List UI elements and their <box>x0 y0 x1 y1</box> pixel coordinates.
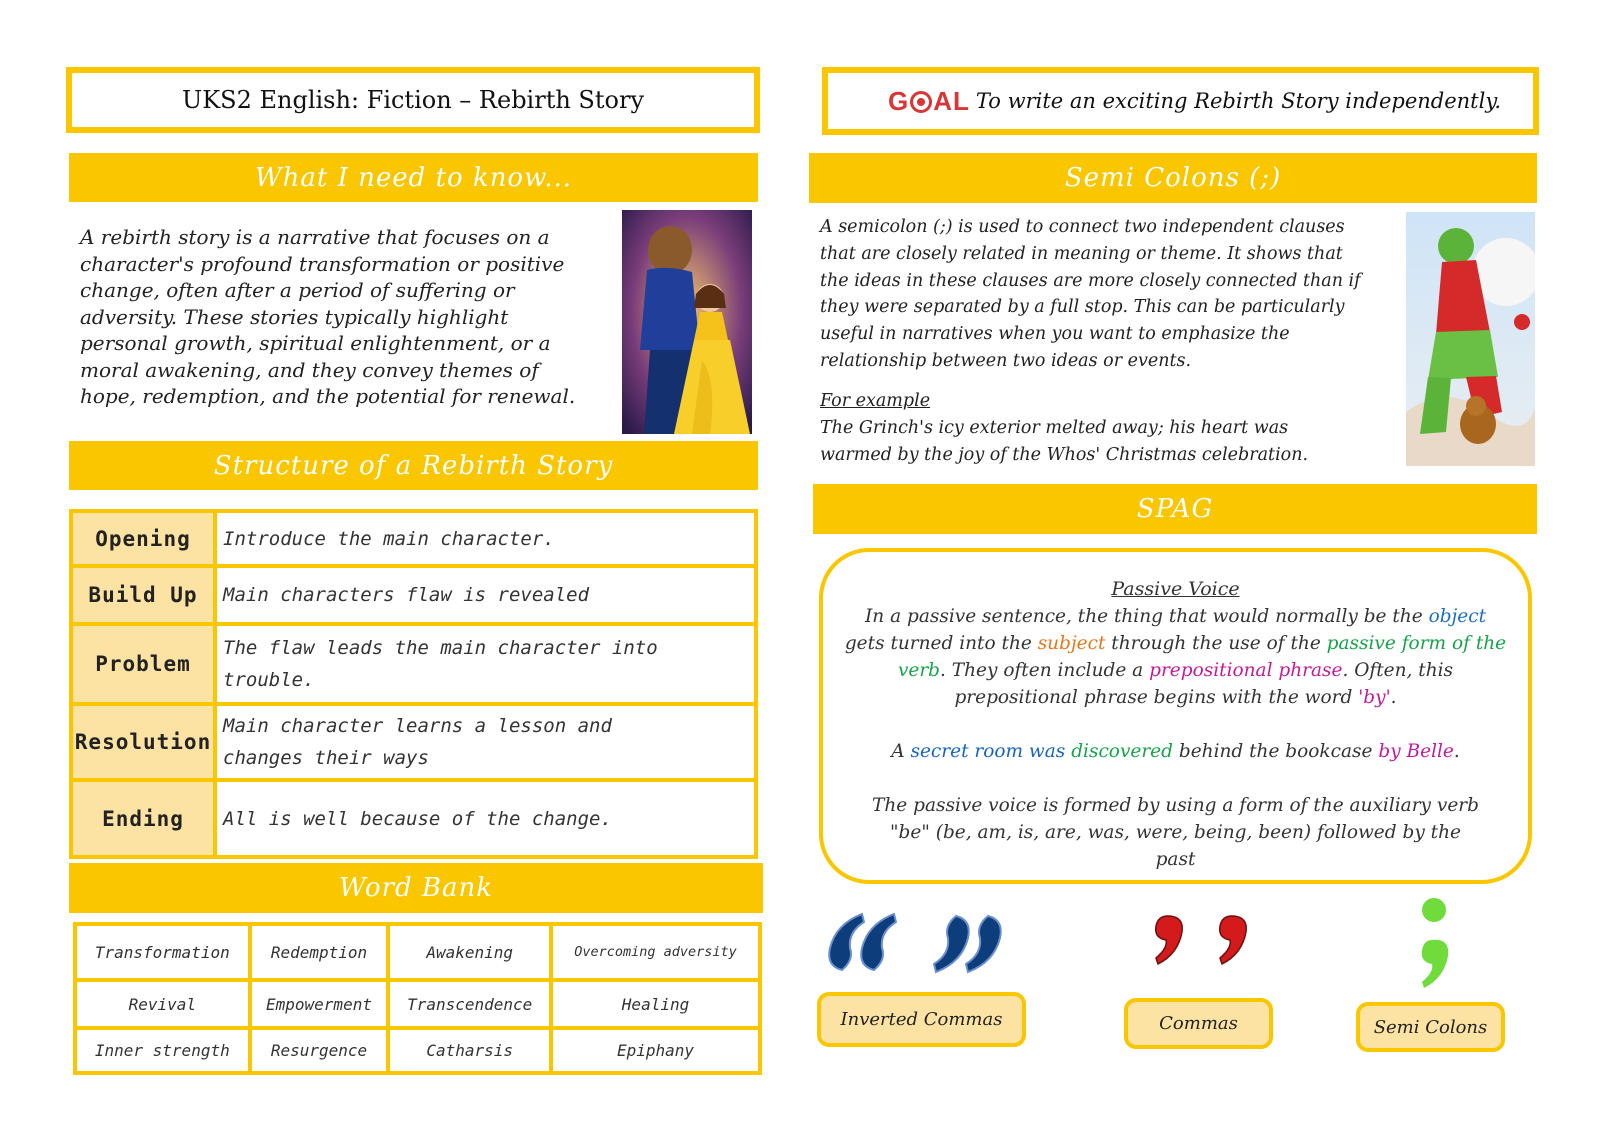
word-cell: Redemption <box>250 924 389 980</box>
structure-desc: Introduce the main character. <box>215 511 756 566</box>
word-cell: Awakening <box>388 924 551 980</box>
wordbank-table <box>73 922 762 1071</box>
know-paragraph: A rebirth story is a narrative that focuses on a character's profound transformation or positive change, often after a period of suffering or adversity. These stories typically highlight personal growth, spiritual enlightenment, or a moral awakening, and they convey themes of hope, redemption, and the potential for renewal. <box>80 225 576 408</box>
word-cell: Transformation <box>75 924 250 980</box>
structure-label: Problem <box>71 624 215 704</box>
example-discovered: discovered <box>1071 741 1173 762</box>
passive-paragraph-1: In a passive sentence, the thing that would normally be the object gets turned into the subject through the use of the passive form of the verb. They often include a prepositional phrase. Often, this prepositional phrase begins with the word 'by'. <box>844 606 1507 708</box>
passive-voice-title: Passive Voice <box>1111 578 1240 600</box>
structure-row-resolution <box>71 704 756 780</box>
word-cell: Empowerment <box>250 980 389 1028</box>
word-by: 'by' <box>1358 687 1391 708</box>
word-subject: subject <box>1037 633 1106 654</box>
structure-label: Build Up <box>71 566 215 624</box>
semicolon-icon <box>1412 896 1462 992</box>
semi-header-text: Semi Colons (;) <box>1064 163 1282 193</box>
word-passive-form: passive form of the verb <box>897 633 1507 681</box>
word-cell: Catharsis <box>388 1028 551 1073</box>
example-label: For example <box>820 391 931 411</box>
commas-icon <box>1150 910 1260 970</box>
passive-example: A secret room was discovered behind the bookcase by Belle. <box>891 741 1460 762</box>
semi-paragraph: A semicolon (;) is used to connect two independent clauses that are closely related in meaning or theme. It shows that the ideas in these clauses are more closely connected than if they were separated by a full stop. This can be particularly useful in narratives when you want to emphasize the relationship between two ideas or events. <box>820 217 1361 371</box>
page-title <box>66 67 760 133</box>
inverted-commas-label: Inverted Commas <box>817 992 1026 1047</box>
inverted-commas-icon <box>824 908 1024 980</box>
structure-desc: Main character learns a lesson and changes their ways <box>215 704 756 780</box>
structure-label: Resolution <box>71 704 215 780</box>
word-cell: Inner strength <box>75 1028 250 1073</box>
word-prepositional-phrase: prepositional phrase <box>1149 660 1343 681</box>
beauty-and-beast-image <box>622 210 752 434</box>
word-object: object <box>1428 606 1487 627</box>
spag-header <box>813 484 1537 534</box>
word-cell: Epiphany <box>551 1028 760 1073</box>
spag-content <box>823 552 1528 873</box>
word-cell: Transcendence <box>388 980 551 1028</box>
target-icon <box>910 91 932 113</box>
structure-row-ending <box>71 780 756 857</box>
structure-table <box>69 509 758 855</box>
word-cell: Revival <box>75 980 250 1028</box>
know-header-text: What I need to know... <box>254 162 573 193</box>
goal-logo: G AL <box>888 85 970 116</box>
example-text: The Grinch's icy exterior melted away; his heart was warmed by the joy of the Whos' Christmas celebration. <box>820 418 1309 465</box>
structure-desc: All is well because of the change. <box>215 780 756 857</box>
spag-header-text: SPAG <box>1136 494 1214 524</box>
page-title-text: UKS2 English: Fiction – Rebirth Story <box>181 86 644 114</box>
passive-paragraph-2: The passive voice is formed by using a form of the auxiliary verb "be" (be, am, is, are, was, were, being, been) followed by the past <box>872 795 1479 870</box>
example-secret-room: secret room was <box>910 741 1066 762</box>
structure-label: Ending <box>71 780 215 857</box>
spag-box <box>819 548 1532 884</box>
know-header <box>69 153 758 202</box>
wordbank-header-text: Word Bank <box>338 873 494 903</box>
structure-desc: Main characters flaw is revealed <box>215 566 756 624</box>
word-cell: Healing <box>551 980 760 1028</box>
goal-box <box>822 67 1539 135</box>
structure-row-buildup <box>71 566 756 624</box>
structure-desc: The flaw leads the main character into trouble. <box>215 624 756 704</box>
goal-text: To write an exciting Rebirth Story independently. <box>975 89 1502 113</box>
structure-label: Opening <box>71 511 215 566</box>
structure-row-problem <box>71 624 756 704</box>
wordbank-header <box>69 863 763 913</box>
semi-header <box>809 153 1537 203</box>
word-cell: Overcoming adversity <box>551 924 760 980</box>
structure-row-opening <box>71 511 756 566</box>
structure-header <box>69 441 758 490</box>
commas-label: Commas <box>1124 998 1273 1049</box>
semi-colons-label: Semi Colons <box>1356 1002 1505 1052</box>
grinch-image <box>1406 212 1535 466</box>
structure-header-text: Structure of a Rebirth Story <box>213 450 614 481</box>
example-by-belle: by Belle <box>1378 741 1454 762</box>
word-cell: Resurgence <box>250 1028 389 1073</box>
